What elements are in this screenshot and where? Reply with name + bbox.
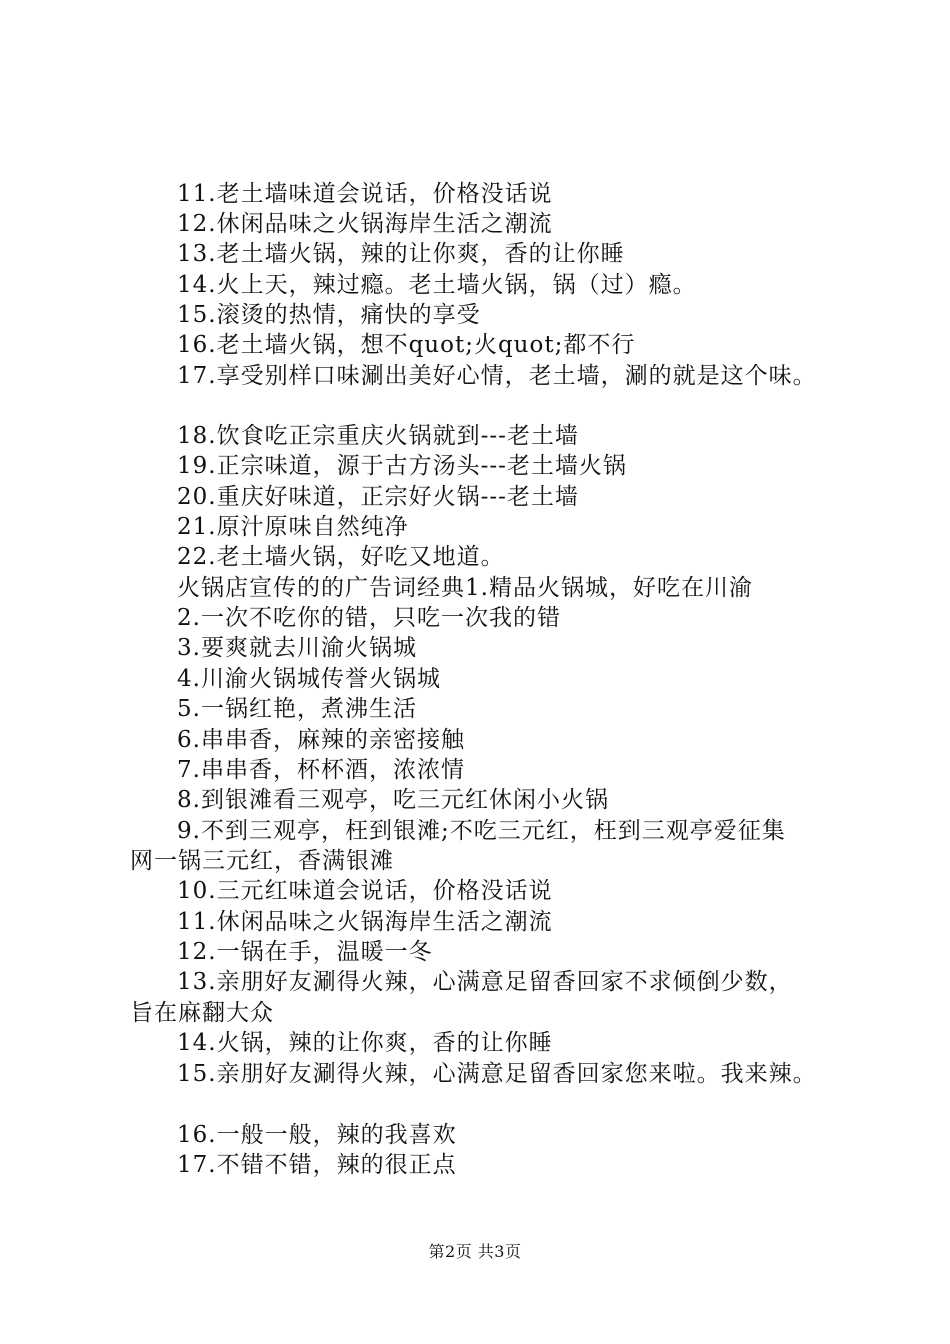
text-line: 19.正宗味道，源于古方汤头---老土墙火锅 <box>177 453 627 479</box>
page-footer: 第2页 共3页 <box>428 1242 522 1261</box>
text-line: 9.不到三观亭，枉到银滩;不吃三元红，枉到三观亭爱征集 <box>177 818 786 844</box>
text-line-continuation: 网一锅三元红，香满银滩 <box>130 848 394 874</box>
text-line: 8.到银滩看三观亭，吃三元红休闲小火锅 <box>177 787 609 813</box>
section-heading: 火锅店宣传的的广告词经典1.精品火锅城，好吃在川渝 <box>177 575 753 601</box>
text-line: 4.川渝火锅城传誉火锅城 <box>177 666 441 692</box>
text-line: 3.要爽就去川渝火锅城 <box>177 635 417 661</box>
text-line: 11.休闲品味之火锅海岸生活之潮流 <box>177 909 553 935</box>
text-line: 16.一般一般，辣的我喜欢 <box>177 1122 457 1148</box>
text-line: 5.一锅红艳，煮沸生活 <box>177 696 417 722</box>
text-line: 14.火锅，辣的让你爽，香的让你睡 <box>177 1030 553 1056</box>
text-line: 17.享受别样口味涮出美好心情，老土墙，涮的就是这个味。 <box>177 363 817 389</box>
text-line: 15.滚烫的热情，痛快的享受 <box>177 302 481 328</box>
text-line: 18.饮食吃正宗重庆火锅就到---老土墙 <box>177 423 579 449</box>
text-line: 22.老土墙火锅，好吃又地道。 <box>177 544 505 570</box>
text-line: 13.亲朋好友涮得火辣，心满意足留香回家不求倾倒少数， <box>177 969 793 995</box>
text-line: 2.一次不吃你的错，只吃一次我的错 <box>177 605 561 631</box>
text-line: 14.火上天，辣过瘾。老土墙火锅，锅（过）瘾。 <box>177 272 697 298</box>
text-line: 15.亲朋好友涮得火辣，心满意足留香回家您来啦。我来辣。 <box>177 1061 817 1087</box>
text-line: 12.一锅在手，温暖一冬 <box>177 939 433 965</box>
text-line-continuation: 旨在麻翻大众 <box>130 1000 274 1026</box>
text-line: 16.老土墙火锅，想不quot;火quot;都不行 <box>177 332 636 358</box>
text-line: 7.串串香，杯杯酒，浓浓情 <box>177 757 465 783</box>
text-line: 12.休闲品味之火锅海岸生活之潮流 <box>177 211 553 237</box>
text-line: 20.重庆好味道，正宗好火锅---老土墙 <box>177 484 579 510</box>
text-line: 13.老土墙火锅，辣的让你爽，香的让你睡 <box>177 241 625 267</box>
text-line: 6.串串香，麻辣的亲密接触 <box>177 727 465 753</box>
text-line: 11.老土墙味道会说话，价格没话说 <box>177 181 553 207</box>
text-line: 21.原汁原味自然纯净 <box>177 514 409 540</box>
text-line: 17.不错不错，辣的很正点 <box>177 1152 457 1178</box>
text-line: 10.三元红味道会说话，价格没话说 <box>177 878 553 904</box>
